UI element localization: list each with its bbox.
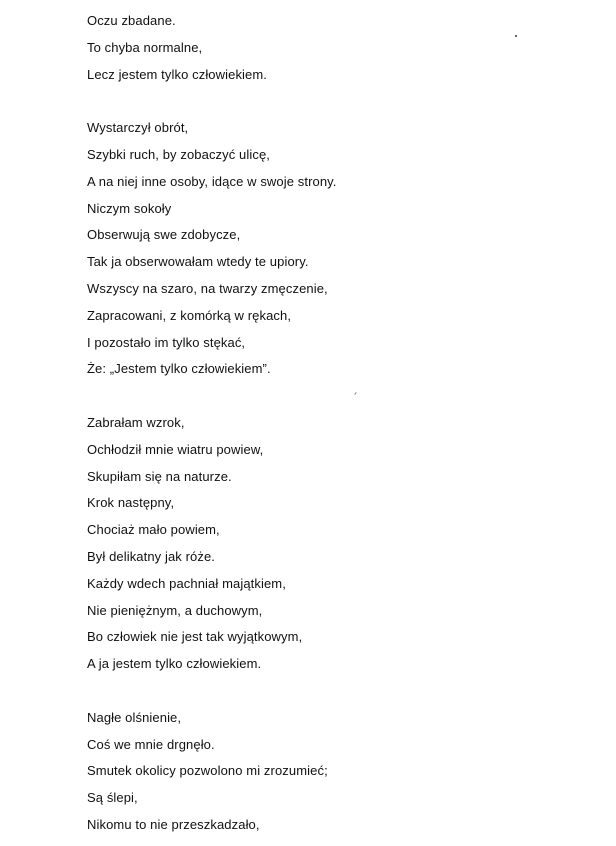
poem-line: Ochłodził mnie wiatru powiew, — [87, 441, 264, 457]
poem-line: Niczym sokoły — [87, 200, 172, 216]
poem-line: Zabrałam wzrok, — [87, 414, 185, 430]
stanza-gap — [87, 678, 337, 705]
poem-line: Coś we mnie drgnęło. — [87, 736, 215, 752]
stanza — [87, 410, 337, 678]
scan-speck — [354, 392, 357, 395]
poem-line: Nagłe olśnienie, — [87, 709, 182, 725]
poem-line: I pozostało im tylko stękać, — [87, 334, 246, 350]
poem-line: Nikomu to nie przeszkadzało, — [87, 816, 260, 832]
poem-line: Tak ja obserwowałam wtedy te upiory. — [87, 254, 309, 270]
stanza — [87, 8, 337, 88]
poem-line: Szybki ruch, by zobaczyć ulicę, — [87, 146, 271, 162]
poem-line: Bo człowiek nie jest tak wyjątkowym, — [87, 629, 303, 645]
poem-line: Lecz jestem tylko człowiekiem. — [87, 66, 267, 82]
poem-body — [87, 8, 337, 839]
poem-line: Nie pieniężnym, a duchowym, — [87, 602, 263, 618]
poem-line: Zapracowani, z komórką w rękach, — [87, 307, 292, 323]
stanza — [87, 705, 337, 839]
poem-line: Wystarczył obrót, — [87, 120, 189, 136]
poem-line: Smutek okolicy pozwolono mi zrozumieć; — [87, 763, 328, 779]
stanza-gap — [87, 383, 337, 410]
poem-line: To chyba normalne, — [87, 39, 203, 55]
stanza-gap — [87, 88, 337, 115]
poem-line: Każdy wdech pachniał majątkiem, — [87, 575, 286, 591]
stanza — [87, 115, 337, 383]
poem-line: Wszyscy na szaro, na twarzy zmęczenie, — [87, 280, 328, 296]
poem-line: Oczu zbadane. — [87, 13, 176, 28]
poem-line: Obserwują swe zdobycze, — [87, 227, 241, 243]
poem-line: A na niej inne osoby, idące w swoje strony. — [87, 173, 337, 189]
poem-line: A ja jestem tylko człowiekiem. — [87, 656, 262, 672]
poem-line: Krok następny, — [87, 495, 175, 511]
poem-line: Chociaż mało powiem, — [87, 522, 220, 538]
poem-line: Są ślepi, — [87, 790, 138, 806]
poem-line: Że: „Jestem tylko człowiekiem”. — [87, 361, 271, 377]
scan-speck — [515, 35, 517, 37]
poem-line: Skupiłam się na naturze. — [87, 468, 232, 484]
poem-line: Był delikatny jak róże. — [87, 548, 216, 564]
